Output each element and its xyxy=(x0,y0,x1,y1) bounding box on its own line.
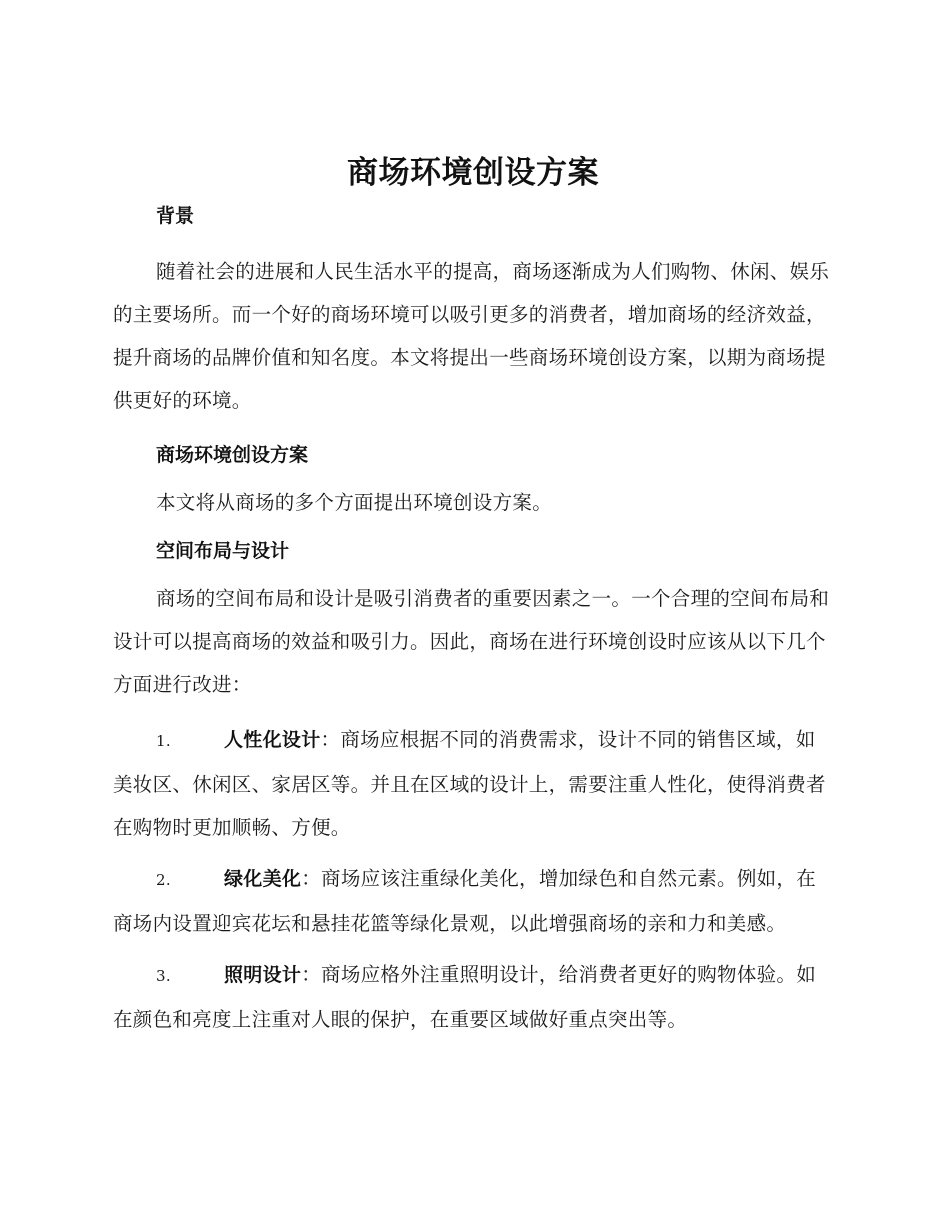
list-number: 1. xyxy=(156,732,171,750)
paragraph: 商场的空间布局和设计是吸引消费者的重要因素之一。一个合理的空间布局和设计可以提高商场的效益和吸引力。因此，商场在进行环境创设时应该从以下几个方面进行改进： xyxy=(113,587,830,696)
list-number: 2. xyxy=(156,871,171,889)
list-item xyxy=(113,857,833,945)
list-text: 商场应格外注重照明设计，给消费者更好的购物体验。如在颜色和亮度上注重对人眼的保护，在重要区域做好重点突出等。 xyxy=(113,963,817,1031)
list-term: 人性化设计 xyxy=(224,729,321,751)
list-item xyxy=(113,718,833,849)
list-separator: ： xyxy=(301,867,322,890)
list-number: 3. xyxy=(156,967,171,985)
section-heading: 空间布局与设计 xyxy=(156,540,290,562)
section-plan xyxy=(113,441,833,524)
document-title: 商场环境创设方案 xyxy=(347,155,599,191)
section-background xyxy=(113,202,833,422)
list-text: 商场应根据不同的消费需求，设计不同的销售区域，如美妆区、休闲区、家居区等。并且在区域的设计上，需要注重人性化，使得消费者在购物时更加顺畅、方便。 xyxy=(113,728,826,839)
list-item xyxy=(113,953,833,1041)
list-term: 照明设计 xyxy=(224,964,302,986)
paragraph: 本文将从商场的多个方面提出环境创设方案。 xyxy=(156,491,553,514)
list-separator: ： xyxy=(301,963,322,986)
list-separator: ： xyxy=(320,728,341,751)
paragraph: 随着社会的进展和人民生活水平的提高，商场逐渐成为人们购物、休闲、娱乐的主要场所。而一个好的商场环境可以吸引更多的消费者，增加商场的经济效益，提升商场的品牌价值和知名度。本文将提出一些商场环境创设方案，以期为商场提供更好的环境。 xyxy=(113,260,830,412)
document-page xyxy=(113,150,833,1041)
section-heading: 商场环境创设方案 xyxy=(156,444,309,466)
list-text: 商场应该注重绿化美化，增加绿色和自然元素。例如，在商场内设置迎宾花坛和悬挂花篮等绿化景观，以此增强商场的亲和力和美感。 xyxy=(113,867,817,935)
list-term: 绿化美化 xyxy=(224,868,302,890)
section-heading: 背景 xyxy=(156,205,195,227)
section-layout-design xyxy=(113,537,833,1041)
